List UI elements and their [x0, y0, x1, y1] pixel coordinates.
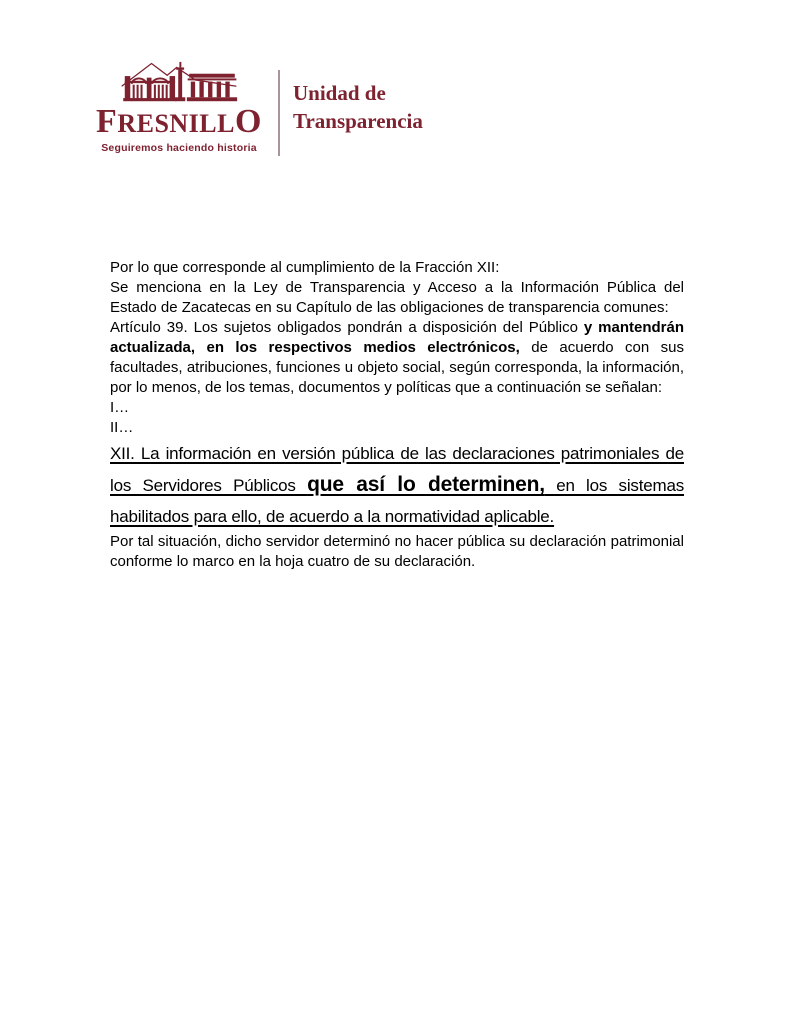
articulo-39-bold-text: y mantendrán actualizada, en los respectivos medios electrónicos,: [110, 319, 685, 356]
logo-letter: O: [234, 103, 262, 140]
paragraph-articulo-39: [110, 318, 684, 398]
paragraph-fraccion-xii: [110, 438, 684, 532]
list-item-i: I…: [110, 399, 130, 416]
list-item-ii: II…: [110, 419, 134, 436]
logo-wordmark: [95, 105, 263, 139]
fraccion-xii-bold-text: que así lo determinen,: [307, 473, 545, 496]
paragraph-closing: Por tal situación, dicho servidor determinó no hacer pública su declaración patrimonial conforme lo marco en la hoja cuatro de su declaración.: [110, 533, 684, 570]
articulo-39-text: de acuerdo con sus facultades, atribuciones, funciones u objeto social, según corresponda, la información, por lo menos, de los temas, documentos y políticas que a continuación se señalan:: [110, 339, 684, 396]
articulo-39-text: Artículo 39. Los sujetos obligados pondrán a disposición del Público: [110, 319, 584, 336]
logo-letter: RESNILL: [117, 109, 235, 138]
header-divider: [278, 70, 280, 156]
fraccion-xii-text: en los sistemas habilitados para ello, de acuerdo a la normatividad aplicable.: [110, 476, 684, 526]
letterhead: [95, 58, 423, 156]
paragraph-intro: Por lo que corresponde al cumplimiento de la Fracción XII:: [110, 259, 500, 276]
paragraph-mention: Se menciona en la Ley de Transparencia y Acceso a la Información Pública del Estado de Zacatecas en su Capítulo de las obligaciones de transparencia comunes:: [110, 279, 684, 316]
fresnillo-monument-icon: [120, 58, 238, 102]
unit-title: [293, 79, 423, 135]
document-body: [110, 258, 684, 572]
fraccion-xii-text: XII. La información en versión pública de las declaraciones patrimoniales de los Servidores Públicos: [110, 444, 684, 495]
logo-tagline: Seguiremos haciendo historia: [101, 142, 257, 154]
unit-title-line1: Unidad de: [293, 81, 386, 105]
logo-letter: F: [96, 103, 118, 140]
fresnillo-logo: [95, 58, 263, 154]
unit-title-line2: Transparencia: [293, 109, 423, 133]
